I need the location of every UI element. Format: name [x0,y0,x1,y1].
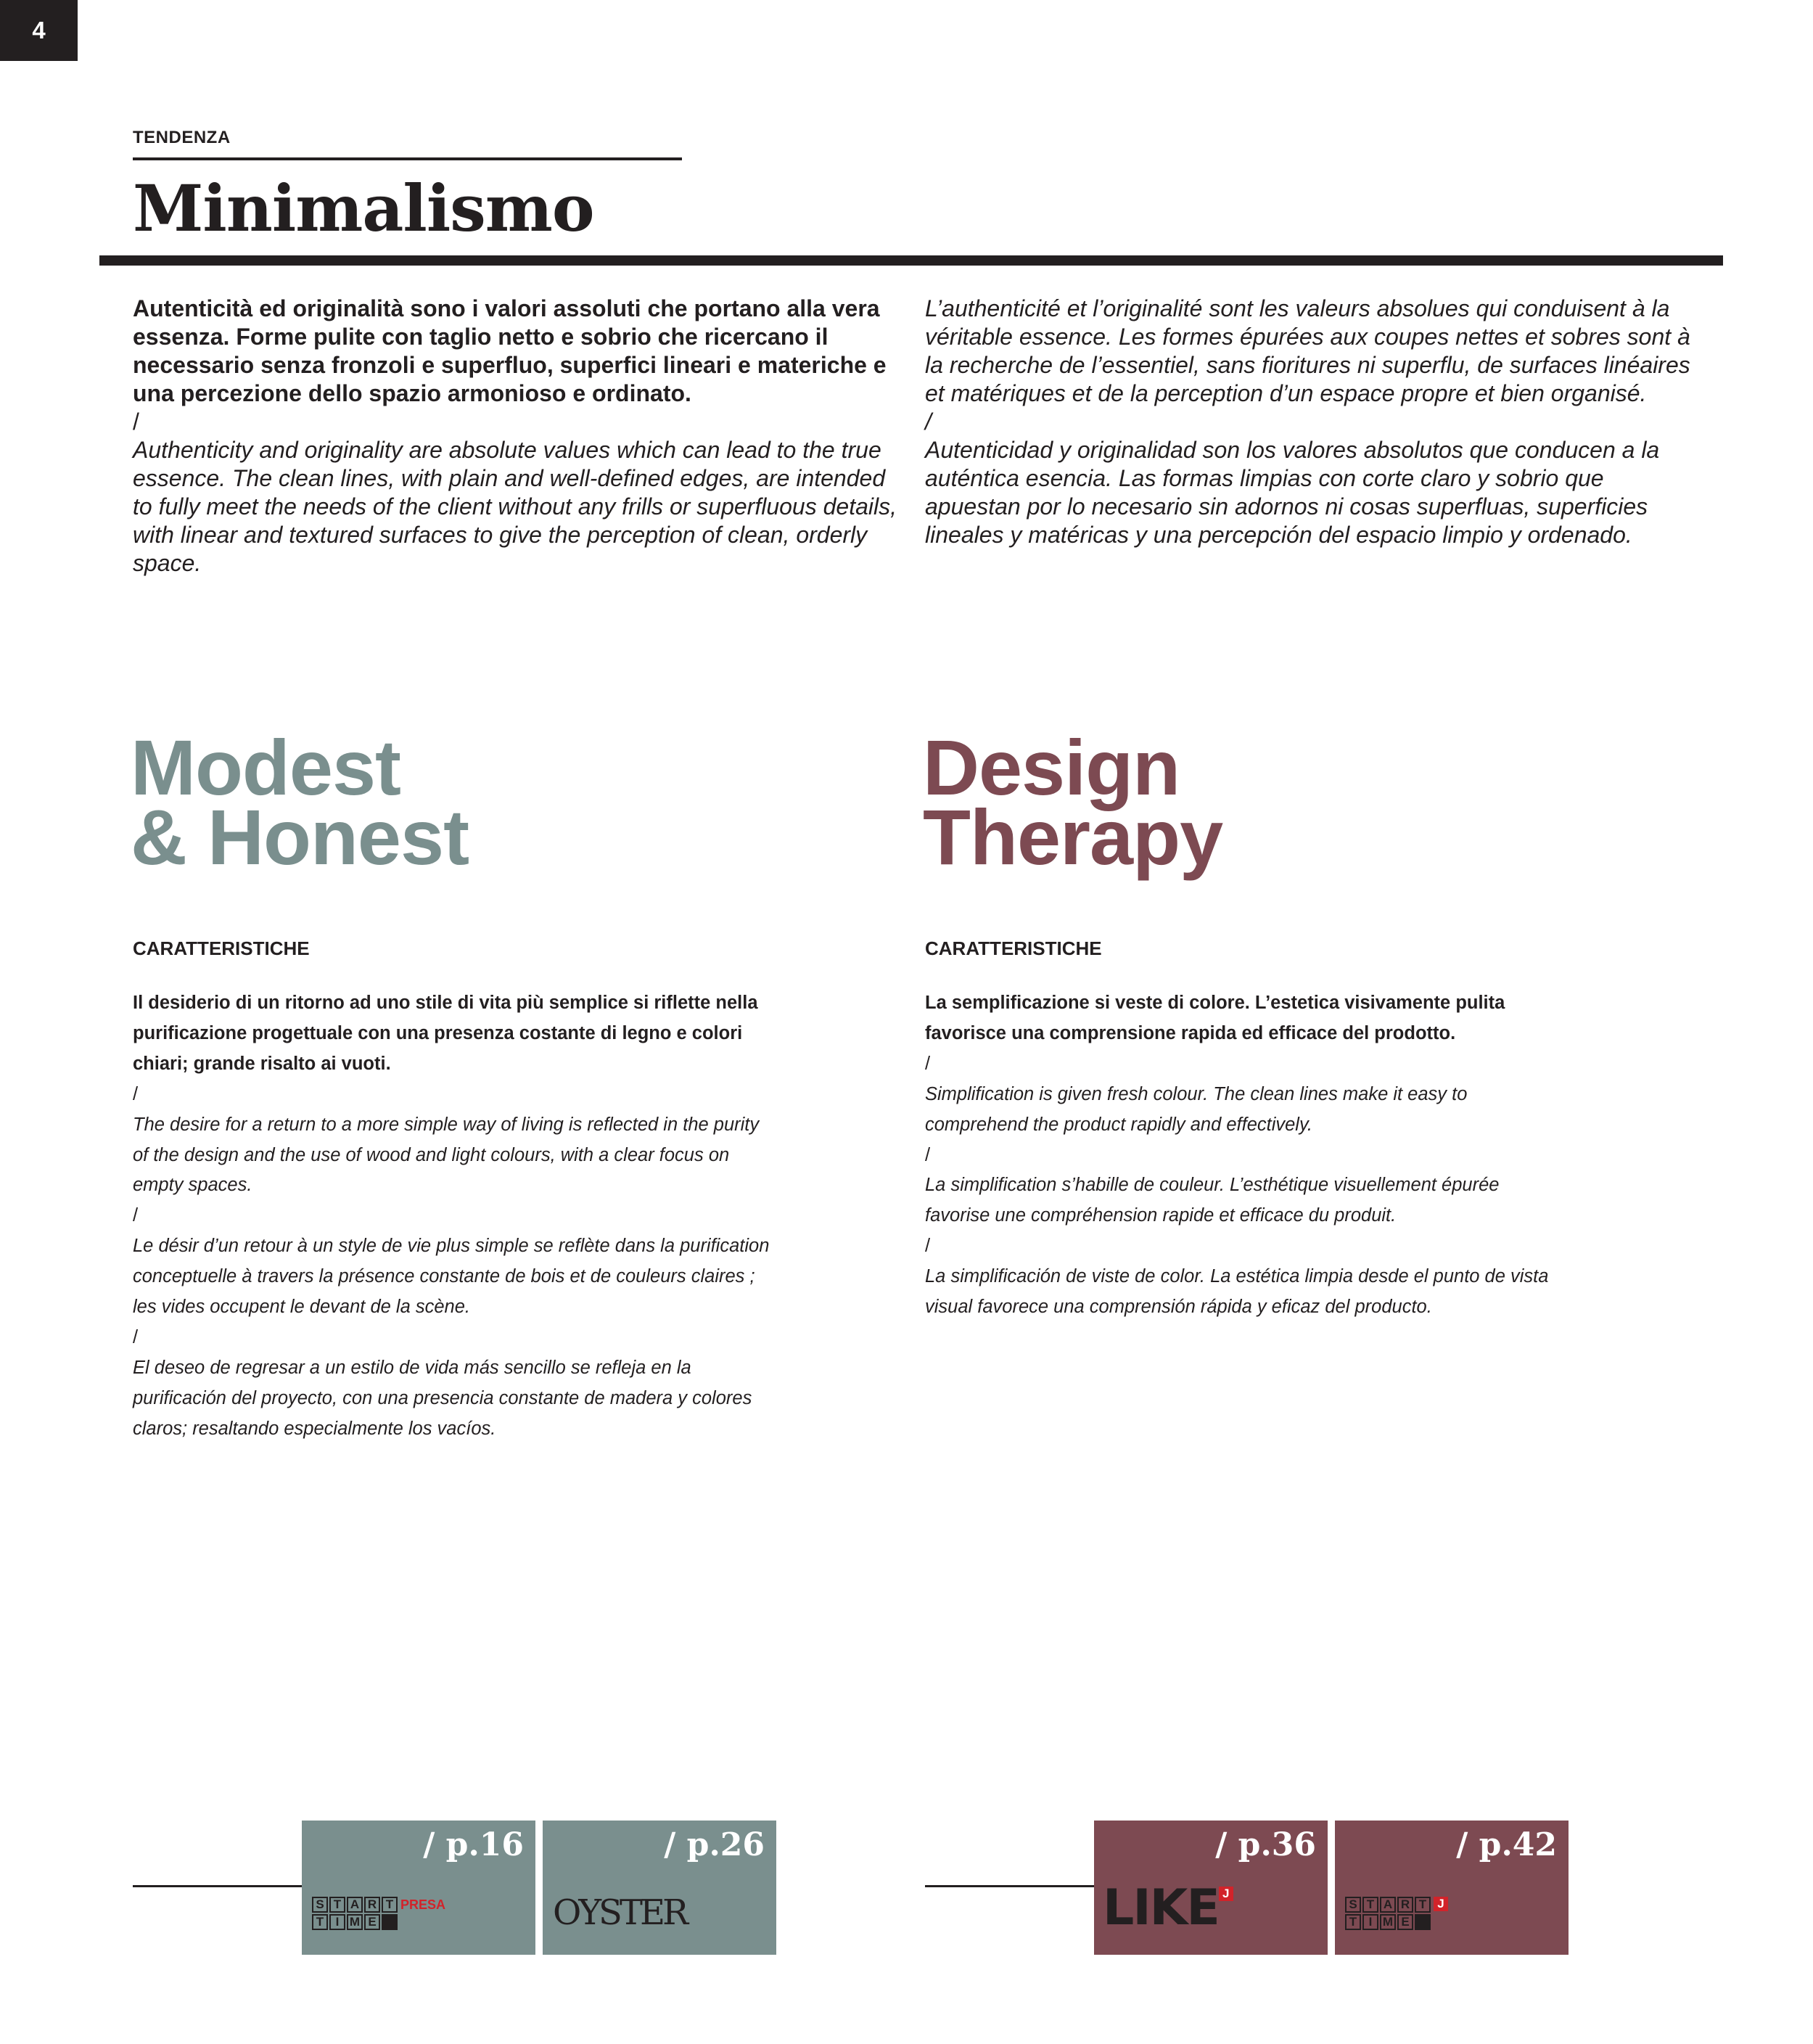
logo-letter: A [347,1897,363,1913]
design-features-body [925,988,1563,1323]
logo-letter: R [364,1897,380,1913]
j-badge: J [1434,1897,1448,1911]
modest-italian: Il desiderio di un ritorno ad uno stile di vita più semplice si riflette nella purificazione progettuale con una presenza costante di legno e colori chiari; grande risalto ai vuoti. [133,993,758,1074]
design-title-line-1: Design [923,723,1180,811]
logo-letter: T [1415,1897,1431,1913]
design-english: Simplification is given fresh colour. The clean lines make it easy to comprehend the product rapidly and effectively. [925,1083,1468,1135]
modest-title-line-2: & Honest [131,793,469,881]
design-spanish: La simplificación de viste de color. La estética limpia desde el punto de vista visual favorece una comprensión rápida y eficaz del producto. [925,1266,1549,1318]
logo-letter: T [312,1914,328,1930]
section-label: TENDENZA [133,128,231,147]
intro-english: Authenticity and originality are absolute values which can lead to the true essence. The clean lines, with plain and well-defined edges, are intended to fully meet the needs of the client without any frills or superfluous details, with linear and textured surfaces to give the perception of clean, orderly space. [133,437,897,576]
tile-page-ref: / p.26 [664,1826,765,1863]
separator: / [925,1236,931,1257]
reference-line-left [133,1885,302,1887]
like-logo [1103,1879,1233,1937]
design-french: La simplification s’habille de couleur. L’esthétique visuellement épurée favorise une compréhension rapide et efficace du produit. [925,1175,1500,1226]
modest-english: The desire for a return to a more simple way of living is reflected in the purity of the design and the use of wood and light colours, with a clear focus on empty spaces. [133,1114,760,1196]
product-tile-p42[interactable] [1335,1821,1569,1955]
logo-letter: M [347,1914,363,1930]
page-number: 4 [0,0,78,61]
j-badge: J [1219,1887,1233,1901]
logo-letter: T [1345,1914,1361,1930]
intro-french: L’authenticité et l’originalité sont les valeurs absolues qui conduisent à la véritable essence. Les formes épurées aux coupes nettes et sobres sont à la recherche de l’essentiel, sans fioritures ni superflu, de surfaces linéaires et matériques et de la perception d’un espace propre et bien organisé. [925,295,1690,406]
section-divider [133,157,682,160]
logo-letter: T [1362,1897,1378,1913]
logo-letter: T [382,1897,398,1913]
start-time-j-logo [1345,1897,1448,1930]
product-tile-p16[interactable] [302,1821,535,1955]
modest-honest-title [131,723,469,881]
product-tile-p36[interactable] [1094,1821,1328,1955]
separator: / [133,1326,139,1347]
start-time-presa-logo [312,1897,445,1930]
page-title: Minimalismo [133,171,594,246]
design-features-heading: CARATTERISTICHE [925,937,1102,959]
design-therapy-title [923,723,1223,881]
logo-letter: A [1380,1897,1396,1913]
logo-letter: E [364,1914,380,1930]
logo-block [1415,1914,1431,1930]
design-italian: La semplificazione si veste di colore. L’estetica visivamente pulita favorisce una comprensione rapida ed efficace del prodotto. [925,993,1505,1043]
separator: / [133,1083,139,1104]
logo-letter: M [1380,1914,1396,1930]
tile-page-ref: / p.36 [1215,1826,1316,1863]
intro-separator: / [925,409,932,435]
modest-features-heading: CARATTERISTICHE [133,937,310,959]
logo-letter: R [1397,1897,1413,1913]
modest-title-line-1: Modest [131,723,400,811]
design-title-line-2: Therapy [923,793,1223,881]
logo-letter: I [1362,1914,1378,1930]
intro-italian: Autenticità ed originalità sono i valori assoluti che portano alla vera essenza. Forme pulite con taglio netto e sobrio che ricercano il necessario senza fronzoli e superfluo, superfici lineari e materiche e una percezione dello spazio armonioso e ordinato. [133,295,887,406]
modest-features-body [133,988,771,1445]
logo-letter: S [1345,1897,1361,1913]
intro-right-column [925,295,1694,549]
separator: / [925,1053,931,1074]
tile-page-ref: / p.16 [423,1826,524,1863]
logo-letter: I [329,1914,345,1930]
intro-left-column [133,295,902,578]
oyster-logo [553,1892,686,1933]
intro-separator: / [133,409,139,435]
product-tile-p26[interactable] [543,1821,776,1955]
modest-french: Le désir d’un retour à un style de vie plus simple se reflète dans la purification conceptuelle à travers la présence constante de bois et de couleurs claires ; les vides occupent le devant de la scène. [133,1236,770,1318]
logo-letter: S [312,1897,328,1913]
logo-block [382,1914,398,1930]
logo-letter: T [329,1897,345,1913]
intro-spanish: Autenticidad y originalidad son los valores absolutos que conducen a la auténtica esencia. Las formas limpias con corte claro y sobrio que apuestan por lo necesario sin adornos ni cosas superfluas, superficies lineales y matéricas y una percepción del espacio limpio y ordenado. [925,437,1660,548]
reference-line-right [925,1885,1094,1887]
oyster-wordmark: OYSTER [553,1892,686,1933]
tile-page-ref: / p.42 [1456,1826,1557,1863]
separator: / [133,1205,139,1226]
like-wordmark: LIKE [1103,1879,1219,1937]
logo-letter: E [1397,1914,1413,1930]
presa-badge: PRESA [400,1897,446,1912]
separator: / [925,1144,931,1165]
modest-spanish: El deseo de regresar a un estilo de vida más sencillo se refleja en la purificación del proyecto, con una presencia constante de madera y colores claros; resaltando especialmente los vacíos. [133,1357,752,1439]
title-divider [99,255,1723,266]
